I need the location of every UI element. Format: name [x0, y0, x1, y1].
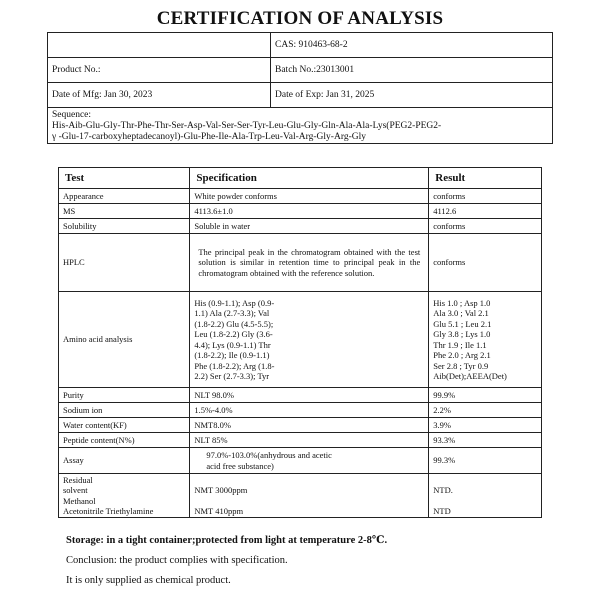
spec-cell: 1.5%-4.0%: [190, 403, 429, 418]
info-empty-cell: [48, 33, 271, 58]
table-row: [59, 204, 542, 219]
sequence-cell: [48, 108, 553, 144]
test-cell: Peptide content(N%): [59, 433, 190, 448]
spec-cell: The principal peak in the chromatogram obtained with the test solution is similar in retention time to principal peak in the chromatogram obtained with the reference solution.: [190, 234, 429, 292]
result-cell: conforms: [429, 234, 542, 292]
sequence-line-2: γ -Glu-17-carboxyheptadecanoyl)-Glu-Phe-Ile-Ala-Trp-Leu-Val-Arg-Gly-Arg-Gly: [52, 131, 366, 142]
document-title: CERTIFICATION OF ANALYSIS: [156, 8, 444, 29]
table-row: [59, 234, 542, 292]
result-cell: 4112.6: [429, 204, 542, 219]
table-row: [59, 474, 542, 518]
table-row: [59, 418, 542, 433]
sequence-label: Sequence:: [52, 109, 92, 120]
result-cell: His 1.0 ; Asp 1.0 Ala 3.0 ; Val 2.1 Glu 5.1 ; Leu 2.1 Gly 3.8 ; Lys 1.0 Thr 1.9 ; Ile 1.1 Phe 2.0 ; Arg 2.1 Ser 2.8 ; Tyr 0.9 Aib(Det);AEEA(Det): [429, 292, 542, 388]
spec-cell: NMT8.0%: [190, 418, 429, 433]
product-number: Product No.:: [48, 58, 271, 83]
result-cell: conforms: [429, 189, 542, 204]
test-cell: Appearance: [59, 189, 190, 204]
test-cell: Amino acid analysis: [59, 292, 190, 388]
result-cell: 99.9%: [429, 388, 542, 403]
conclusion-text: Conclusion: the product complies with specification.: [66, 555, 288, 566]
table-row: [59, 403, 542, 418]
spec-cell: 4113.6±1.0: [190, 204, 429, 219]
test-cell: Sodium ion: [59, 403, 190, 418]
test-cell: Assay: [59, 448, 190, 474]
result-cell: conforms: [429, 219, 542, 234]
sequence-line-1: His-Aib-Glu-Gly-Thr-Phe-Thr-Ser-Asp-Val-Ser-Ser-Tyr-Leu-Glu-Gly-Gln-Ala-Ala-Lys(PEG2-PEG2-: [52, 120, 442, 131]
table-row: [59, 388, 542, 403]
test-cell: MS: [59, 204, 190, 219]
test-cell: Solubility: [59, 219, 190, 234]
result-cell: 93.3%: [429, 433, 542, 448]
spec-cell: White powder conforms: [190, 189, 429, 204]
test-cell: Residual solvent Methanol Acetonitrile Triethylamine: [59, 474, 190, 518]
test-cell: HPLC: [59, 234, 190, 292]
test-cell: Purity: [59, 388, 190, 403]
spec-cell: 97.0%-103.0%(anhydrous and acetic acid free substance): [190, 448, 429, 474]
spec-cell: His (0.9-1.1); Asp (0.9- 1.1) Ala (2.7-3.3); Val (1.8-2.2) Glu (4.5-5.5); Leu (1.8-2.2) Gly (3.6- 4.4); Lys (0.9-1.1) Thr (1.8-2.2); Ile (0.9-1.1) Phe (1.8-2.2); Arg (1.8- 2.2) Ser (2.7-3.3); Tyr: [190, 292, 429, 388]
spec-cell: NLT 98.0%: [190, 388, 429, 403]
result-cell: 3.9%: [429, 418, 542, 433]
table-row: [59, 448, 542, 474]
table-row: [59, 189, 542, 204]
specification-table: [58, 167, 542, 518]
table-header-row: [59, 168, 542, 189]
spec-cell: NLT 85%: [190, 433, 429, 448]
table-row: [59, 292, 542, 388]
table-row: [59, 433, 542, 448]
test-cell: Water content(KF): [59, 418, 190, 433]
result-cell: NTD. NTD: [429, 474, 542, 518]
result-cell: 2.2%: [429, 403, 542, 418]
header-result: Result: [429, 168, 542, 189]
table-row: [59, 219, 542, 234]
cas-number: CAS: 910463-68-2: [271, 33, 553, 58]
spec-cell: Soluble in water: [190, 219, 429, 234]
product-info-table: [47, 32, 553, 144]
result-cell: 99.3%: [429, 448, 542, 474]
header-test: Test: [59, 168, 190, 189]
supply-note: It is only supplied as chemical product.: [66, 575, 231, 586]
date-of-expiry: Date of Exp: Jan 31, 2025: [271, 83, 553, 108]
header-specification: Specification: [190, 168, 429, 189]
spec-cell: NMT 3000ppm NMT 410ppm: [190, 474, 429, 518]
batch-number: Batch No.:23013001: [271, 58, 553, 83]
storage-note: Storage: in a tight container;protected from light at temperature 2-8℃.: [66, 535, 388, 546]
date-of-manufacture: Date of Mfg: Jan 30, 2023: [48, 83, 271, 108]
